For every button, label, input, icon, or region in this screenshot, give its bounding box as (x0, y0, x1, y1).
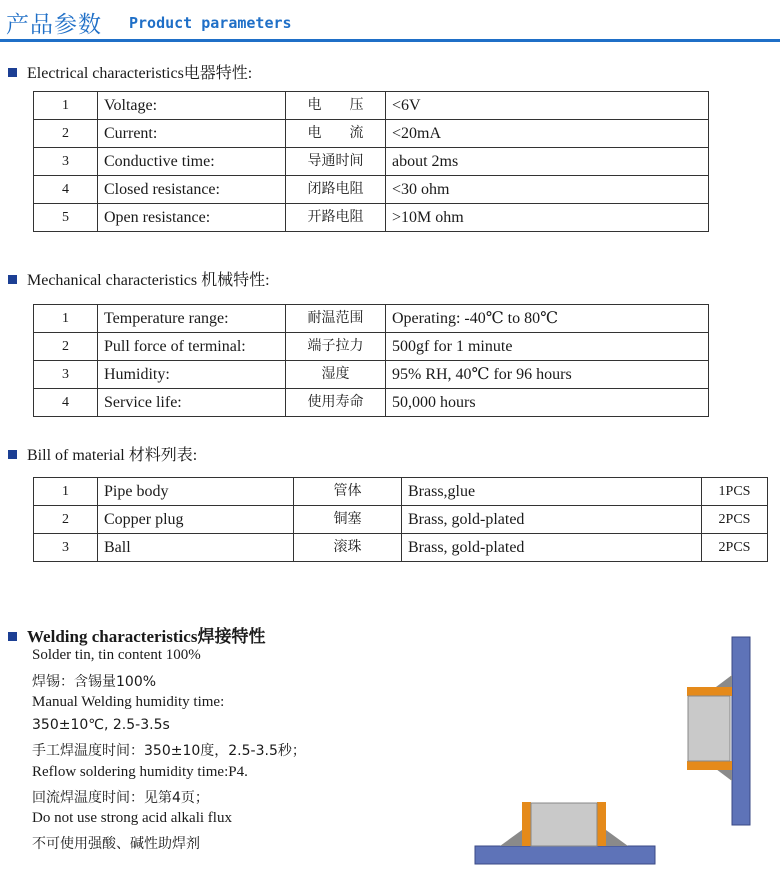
solder-pad-right (597, 802, 606, 846)
table-row (34, 204, 709, 232)
part-material: Brass, gold-plated (402, 534, 702, 562)
row-number: 1 (34, 92, 98, 120)
welding-line: 手工焊温度时间：350±10度，2.5-3.5秒； (32, 743, 306, 759)
table-row (34, 305, 709, 333)
electrical-section-title (8, 60, 252, 83)
bullet-square-icon (8, 68, 17, 77)
row-number: 3 (34, 361, 98, 389)
component-body-horizontal (531, 803, 597, 846)
row-number: 4 (34, 389, 98, 417)
param-value: about 2ms (386, 148, 709, 176)
vertical-board (732, 637, 750, 825)
mechanical-section-title (8, 267, 270, 290)
electrical-table (33, 91, 709, 232)
table-row (34, 148, 709, 176)
param-name: Current: (98, 120, 286, 148)
param-name: Voltage: (98, 92, 286, 120)
mechanical-title-text: Mechanical characteristics 机械特性: (27, 272, 270, 289)
horizontal-board (475, 846, 655, 864)
table-row (34, 389, 709, 417)
welding-line: Do not use strong acid alkali flux (32, 810, 232, 826)
header-title-en: Product parameters (129, 14, 292, 32)
part-qty: 2PCS (702, 506, 768, 534)
param-name-cn: 导通时间 (286, 148, 386, 176)
param-name-cn: 使用寿命 (286, 389, 386, 417)
param-name: Conductive time: (98, 148, 286, 176)
part-qty: 2PCS (702, 534, 768, 562)
param-name-cn: 耐温范围 (286, 305, 386, 333)
table-row (34, 478, 768, 506)
welding-line: 不可使用强酸、碱性助焊剂 (32, 836, 200, 852)
param-value: 95% RH, 40℃ for 96 hours (386, 361, 709, 389)
table-row (34, 120, 709, 148)
part-name: Copper plug (98, 506, 294, 534)
solder-fillet-upper (716, 675, 732, 687)
header-rule (0, 39, 780, 42)
param-value: <30 ohm (386, 176, 709, 204)
welding-line: Manual Welding humidity time: (32, 694, 225, 710)
param-value: Operating: -40℃ to 80℃ (386, 305, 709, 333)
welding-title-text: Welding characteristics焊接特性 (27, 627, 266, 646)
param-name: Pull force of terminal: (98, 333, 286, 361)
param-name-cn: 电 压 (286, 92, 386, 120)
bullet-square-icon (8, 275, 17, 284)
param-name-cn: 电 流 (286, 120, 386, 148)
electrical-title-text: Electrical characteristics电器特性: (27, 65, 253, 82)
param-value: <6V (386, 92, 709, 120)
param-value: >10M ohm (386, 204, 709, 232)
welding-line: 焊锡：含锡量100% (32, 674, 157, 690)
param-name: Closed resistance: (98, 176, 286, 204)
solder-fillet-lower (716, 769, 732, 781)
bom-table (33, 477, 768, 562)
solder-pad-lower (687, 761, 732, 770)
welding-section-title (8, 622, 265, 647)
welding-line: Reflow soldering humidity time:P4. (32, 764, 248, 780)
table-row (34, 176, 709, 204)
part-name: Pipe body (98, 478, 294, 506)
table-row (34, 361, 709, 389)
param-name-cn: 端子拉力 (286, 333, 386, 361)
param-value: 500gf for 1 minute (386, 333, 709, 361)
part-name-cn: 铜塞 (294, 506, 402, 534)
solder-fillet-right (606, 830, 628, 846)
param-name: Open resistance: (98, 204, 286, 232)
row-number: 3 (34, 148, 98, 176)
part-name: Ball (98, 534, 294, 562)
welding-line: 350±10℃, 2.5-3.5s (32, 717, 170, 733)
bullet-square-icon (8, 450, 17, 459)
param-name-cn: 开路电阻 (286, 204, 386, 232)
row-number: 2 (34, 506, 98, 534)
param-name: Temperature range: (98, 305, 286, 333)
row-number: 4 (34, 176, 98, 204)
part-qty: 1PCS (702, 478, 768, 506)
part-name-cn: 管体 (294, 478, 402, 506)
bullet-square-icon (8, 632, 17, 641)
table-row (34, 92, 709, 120)
table-row (34, 333, 709, 361)
bom-section-title (8, 442, 197, 465)
param-value: 50,000 hours (386, 389, 709, 417)
row-number: 2 (34, 120, 98, 148)
welding-line: 回流焊温度时间：见第4页； (32, 790, 209, 806)
param-name-cn: 闭路电阻 (286, 176, 386, 204)
row-number: 1 (34, 305, 98, 333)
page-header (0, 0, 780, 44)
bom-title-text: Bill of material 材料列表: (27, 447, 198, 464)
table-row (34, 534, 768, 562)
solder-pad-upper (687, 687, 732, 696)
solder-diagram (470, 635, 770, 867)
param-name: Service life: (98, 389, 286, 417)
solder-pad-left (522, 802, 531, 846)
row-number: 1 (34, 478, 98, 506)
part-material: Brass,glue (402, 478, 702, 506)
row-number: 2 (34, 333, 98, 361)
part-name-cn: 滚珠 (294, 534, 402, 562)
table-row (34, 506, 768, 534)
part-material: Brass, gold-plated (402, 506, 702, 534)
mechanical-table (33, 304, 709, 417)
row-number: 3 (34, 534, 98, 562)
solder-fillet-left (500, 830, 522, 846)
param-name-cn: 湿度 (286, 361, 386, 389)
welding-line: Solder tin, tin content 100% (32, 647, 201, 663)
param-name: Humidity: (98, 361, 286, 389)
row-number: 5 (34, 204, 98, 232)
header-title-cn: 产品参数 (6, 12, 102, 38)
param-value: <20mA (386, 120, 709, 148)
component-body-vertical (688, 696, 730, 761)
